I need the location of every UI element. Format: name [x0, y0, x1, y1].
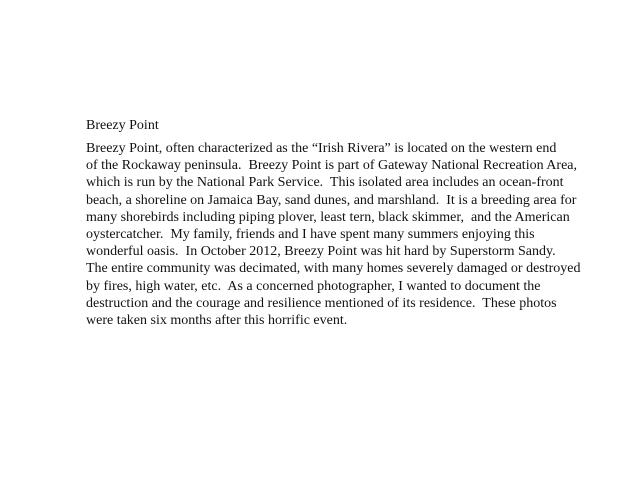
paragraph-line: destruction and the courage and resilience mentioned of its residence. These photos	[86, 295, 557, 311]
body-paragraph	[86, 140, 581, 329]
paragraph-line: The entire community was decimated, with many homes severely damaged or destroyed	[86, 261, 581, 277]
paragraph-line: which is run by the National Park Service. This isolated area includes an ocean-front	[86, 175, 564, 191]
paragraph-line: by fires, high water, etc. As a concerned photographer, I wanted to document the	[86, 278, 541, 294]
document-title: Breezy Point	[86, 118, 159, 133]
paragraph-line: of the Rockaway peninsula. Breezy Point is part of Gateway National Recreation Area,	[86, 158, 578, 174]
paragraph-line: wonderful oasis. In October 2012, Breezy Point was hit hard by Superstorm Sandy.	[86, 244, 556, 260]
paragraph-line: many shorebirds including piping plover, least tern, black skimmer, and the American	[86, 209, 570, 225]
paragraph-line: were taken six months after this horrific event.	[86, 313, 348, 329]
paragraph-line: oystercatcher. My family, friends and I have spent many summers enjoying this	[86, 227, 535, 243]
paragraph-line: Breezy Point, often characterized as the “Irish Rivera” is located on the western end	[86, 141, 557, 156]
paragraph-line: beach, a shoreline on Jamaica Bay, sand dunes, and marshland. It is a breeding area for	[86, 192, 577, 208]
